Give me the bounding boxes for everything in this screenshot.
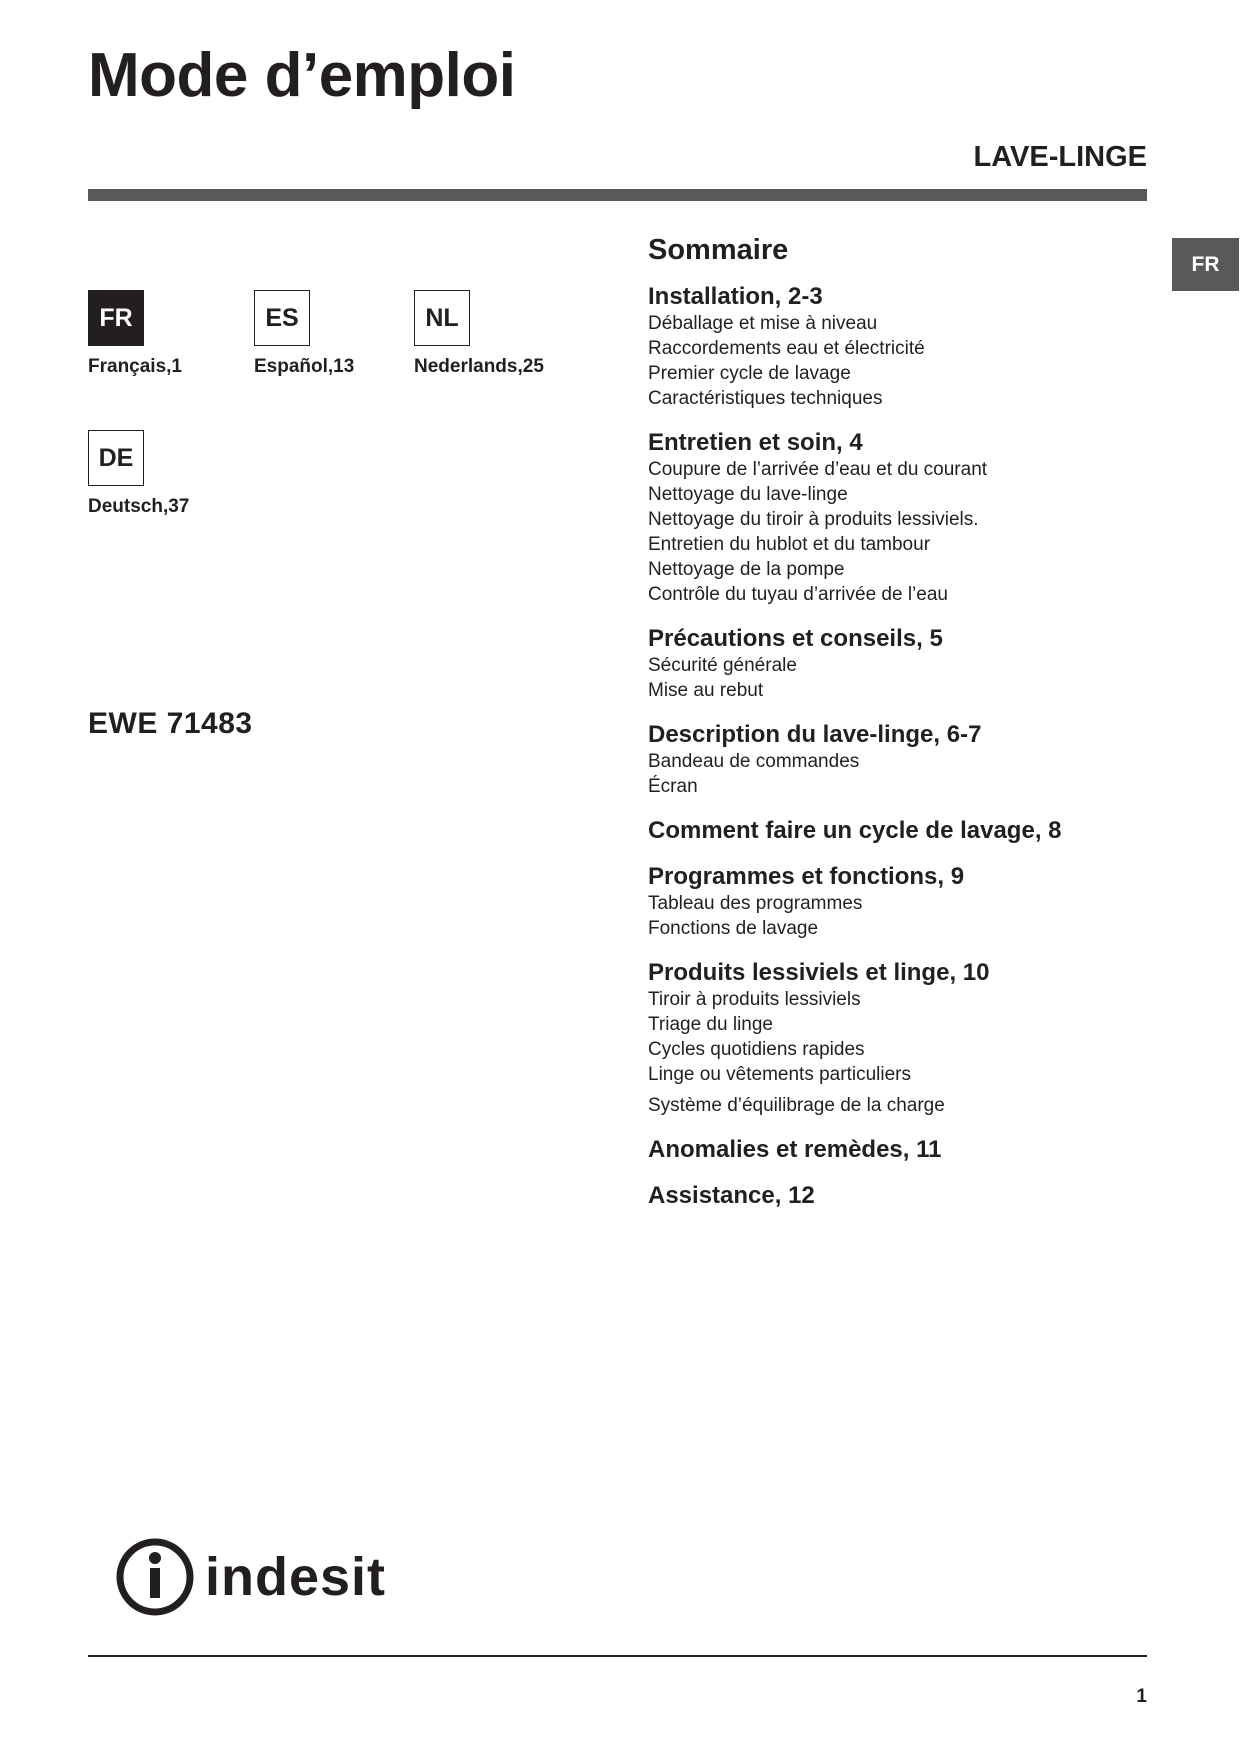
table-of-contents xyxy=(648,232,1148,1227)
brand-wordmark: indesit xyxy=(205,1547,387,1607)
language-code-box: NL xyxy=(414,290,470,346)
toc-section xyxy=(648,282,1148,411)
toc-section-title[interactable]: Produits lessiviels et linge, 10 xyxy=(648,959,990,986)
toc-item: Nettoyage du lave-linge xyxy=(648,484,848,505)
language-side-tab: FR xyxy=(1172,238,1239,291)
toc-section-title[interactable]: Précautions et conseils, 5 xyxy=(648,625,943,652)
toc-section xyxy=(648,958,1148,1118)
language-code-box: ES xyxy=(254,290,310,346)
toc-item: Bandeau de commandes xyxy=(648,751,860,772)
toc-section-title[interactable]: Anomalies et remèdes, 11 xyxy=(648,1136,942,1163)
toc-section xyxy=(648,1135,1148,1164)
toc-item: Système d’équilibrage de la charge xyxy=(648,1095,945,1116)
toc-section xyxy=(648,428,1148,607)
toc-item: Triage du linge xyxy=(648,1014,773,1035)
toc-section-title[interactable]: Programmes et fonctions, 9 xyxy=(648,863,965,890)
language-code-box: FR xyxy=(88,290,144,346)
language-code-box: DE xyxy=(88,430,144,486)
language-es[interactable] xyxy=(254,290,354,378)
toc-item: Premier cycle de lavage xyxy=(648,363,851,384)
toc-item: Contrôle du tuyau d’arrivée de l’eau xyxy=(648,584,948,605)
language-label: Deutsch,37 xyxy=(88,496,190,517)
toc-item: Cycles quotidiens rapides xyxy=(648,1039,865,1060)
toc-item: Entretien du hublot et du tambour xyxy=(648,534,931,555)
language-label: Français,1 xyxy=(88,356,182,377)
toc-item: Raccordements eau et électricité xyxy=(648,338,925,359)
toc-section xyxy=(648,816,1148,845)
toc-section xyxy=(648,720,1148,799)
toc-item: Caractéristiques techniques xyxy=(648,388,883,409)
toc-section-title[interactable]: Description du lave-linge, 6-7 xyxy=(648,721,982,748)
language-nl[interactable] xyxy=(414,290,544,378)
document-title: Mode d’emploi xyxy=(88,41,516,110)
toc-item: Linge ou vêtements particuliers xyxy=(648,1064,911,1085)
toc-item: Nettoyage du tiroir à produits lessiviels. xyxy=(648,509,979,530)
toc-item: Mise au rebut xyxy=(648,680,764,701)
language-label: Español,13 xyxy=(254,356,355,377)
toc-section-title[interactable]: Installation, 2-3 xyxy=(648,283,823,310)
language-de[interactable] xyxy=(88,430,189,518)
toc-section xyxy=(648,1181,1148,1210)
toc-section-title[interactable]: Assistance, 12 xyxy=(648,1182,815,1209)
indesit-i-logo-icon xyxy=(113,1537,197,1617)
page-number: 1 xyxy=(1136,1686,1147,1707)
toc-item: Tableau des programmes xyxy=(648,893,863,914)
toc-item: Tiroir à produits lessiviels xyxy=(648,989,861,1010)
toc-item: Sécurité générale xyxy=(648,655,797,676)
toc-section xyxy=(648,624,1148,703)
toc-item: Écran xyxy=(648,776,698,797)
product-type: LAVE-LINGE xyxy=(973,141,1147,173)
toc-item: Fonctions de lavage xyxy=(648,918,819,939)
header-divider xyxy=(88,189,1147,201)
toc-section-title[interactable]: Entretien et soin, 4 xyxy=(648,429,863,456)
toc-item: Nettoyage de la pompe xyxy=(648,559,845,580)
footer-divider xyxy=(88,1655,1147,1657)
toc-item: Coupure de l’arrivée d’eau et du courant xyxy=(648,459,988,480)
model-number: EWE 71483 xyxy=(88,707,253,740)
toc-heading: Sommaire xyxy=(648,234,789,266)
toc-item: Déballage et mise à niveau xyxy=(648,313,878,334)
toc-section-title[interactable]: Comment faire un cycle de lavage, 8 xyxy=(648,817,1062,844)
brand-logo xyxy=(113,1537,386,1617)
language-fr[interactable] xyxy=(88,290,182,378)
language-label: Nederlands,25 xyxy=(414,356,544,377)
toc-section xyxy=(648,862,1148,941)
